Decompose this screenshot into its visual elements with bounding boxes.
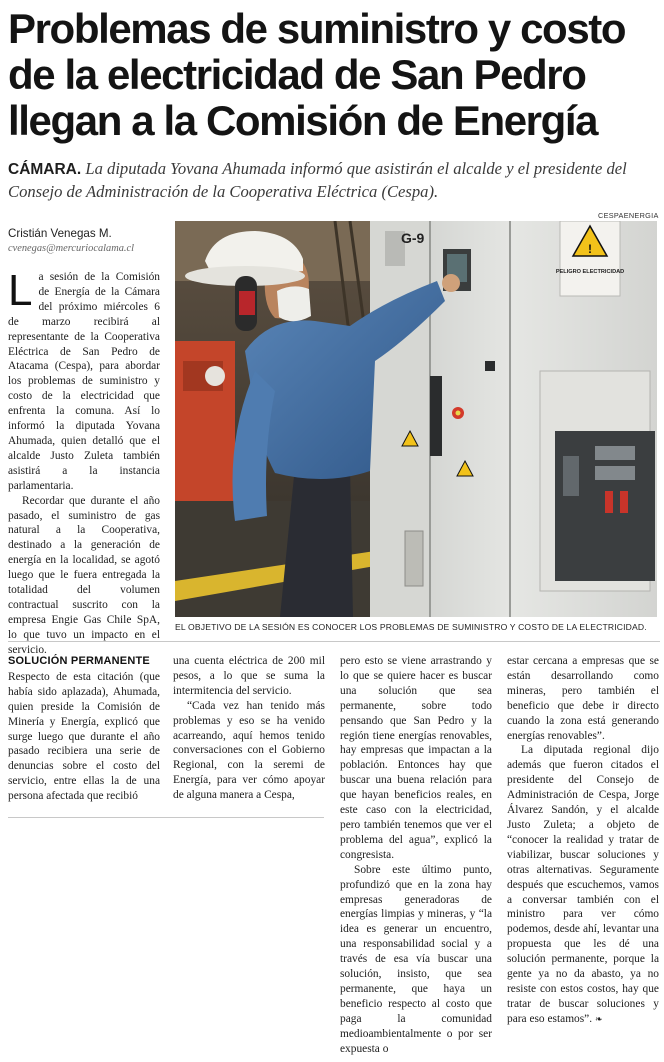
svg-text:!: ! [588,242,592,256]
deck-kicker: CÁMARA. [8,161,82,178]
section-col4-paragraph-2 [507,743,659,1027]
deck-text: La diputada Yovana Ahumada informó que asistirán el alcalde y el presidente del Consejo de Administración de la Cooperativa Eléctrica (Cespa). [8,159,627,201]
section-column-3 [340,654,492,1056]
end-mark-icon: ❧ [594,1014,603,1025]
photo-sign-door: G-9 [401,230,425,246]
section-col3-paragraph-2: Sobre este último punto, profundizó que en la zona hay empresas generadoras de energías limpias y mineras, y “la idea es generar un encuentro, una responsabilidad social y a través de esa vía buscar una solución, insisto, que sea permanente, que haya un beneficio respecto al costo que paga la comunidad medioambientalmente o por ser expuesta o [340,863,492,1055]
section-divider [8,641,660,642]
headline: Problemas de suministro y costo de la electricidad de San Pedro llegan a la Comisión de Energía [8,5,626,144]
photo-caption: EL OBJETIVO DE LA SESIÓN ES CONOCER LOS PROBLEMAS DE SUMINISTRO Y COSTO DE LA ELECTRICIDAD. [175,622,647,632]
byline-author: Cristián Venegas M. [8,227,112,240]
section-col3-paragraph-1: pero esto se viene arrastrando y lo que se quiere hacer es buscar una solución que sea permanente, sobre todo pensando que San Pedro y la región tiene energías renovables, hay empresas que impactan a la población. Entonces hay que buscar una buena relación para que hayan beneficios reales, en este caso con la electricidad, pero también tenemos que ver el problema del agua”, explicó la congresista. [340,655,492,861]
photo-sign-warning: PELIGRO ELECTRICIDAD [555,269,625,275]
section-subhead: SOLUCIÓN PERMANENTE [8,655,150,667]
photo-credit: CESPAENERGIA [598,211,659,220]
deck [8,158,658,202]
section-col2-paragraph-1: una cuenta eléctrica de 200 mil pesos, a lo que se suma la intermitencia del servicio. [173,655,325,697]
section-column-1 [8,654,160,804]
lead-paragraph-2: Recordar que durante el año pasado, el suministro de gas natural a la Cooperativa, destinado a la generación de energía en la localidad, se agotó luego que le fuera entregada la totalidad del volumen contractual suscrito con la empresa Engie Gas Chile SpA, lo que tuvo un impacto en el servicio. [8,494,160,656]
section-col4-paragraph-2-text: La diputada regional dijo además que fueron citados el presidente del Consejo de Administración de Cespa, Jorge Álvarez Sandón, y el alcalde Justo Zuleta; a objeto de “conocer la realidad y tratar de viabilizar, buscar soluciones y otras alternativas. Seguramente después que escuchemos, vamos a conversar también con el ministro para ver cómo podemos, desde ahí, levantar una propuesta que les dé una solución permanente, porque la gente ya no da abasto, ya no resiste con estos costos, hay que tratar de buscar soluciones y para eso estamos”. [507,744,659,1025]
lead-paragraph-1 [8,266,160,494]
lead-paragraph-1-text: a sesión de la Comisión de Energía de la Cámara del próximo miércoles 6 de marzo recibirá al representante de la Cooperativa Eléctrica de San Pedro de Atacama (Cespa), para abordar los problemas de suministro y costo de la electricidad que enfrenta la comuna. Así lo informó la diputada Yovana Ahumada, quien detalló que el alcalde Justo Zuleta también asistirá a la instancia parlamentaria. [8,271,160,492]
article-photo [175,221,657,617]
section-column-2 [173,654,325,803]
lead-column [8,266,160,658]
section-col4-paragraph-1: estar cercana a empresas que se están desarrollando como mineras, pero también el beneficio que debe ir directo cuando la zona está generando energías renovables”. [507,655,659,742]
byline-email[interactable]: cvenegas@mercuriocalama.cl [8,243,135,254]
section-col1-text: Respecto de esta citación (que había sido aplazada), Ahumada, quien preside la Comisión de Minería y Energía, explicó que surge luego que durante el año pasado recibiera una serie de denuncias sobre el costo del servicio, entre ellas la de una persona afectada que recibió [8,670,160,803]
photo-illustration [175,221,657,617]
section-column-4 [507,654,659,1028]
drop-cap: L [8,266,33,315]
section-col2-paragraph-2: “Cada vez han tenido más problemas y eso se ha venido acarreando, aquí hemos tenido conversaciones con el Gobierno Regional, con la seremi de Energía, para ver cómo apoyar de alguna manera a Cespa, [173,699,325,802]
column-end-rule [8,817,324,818]
